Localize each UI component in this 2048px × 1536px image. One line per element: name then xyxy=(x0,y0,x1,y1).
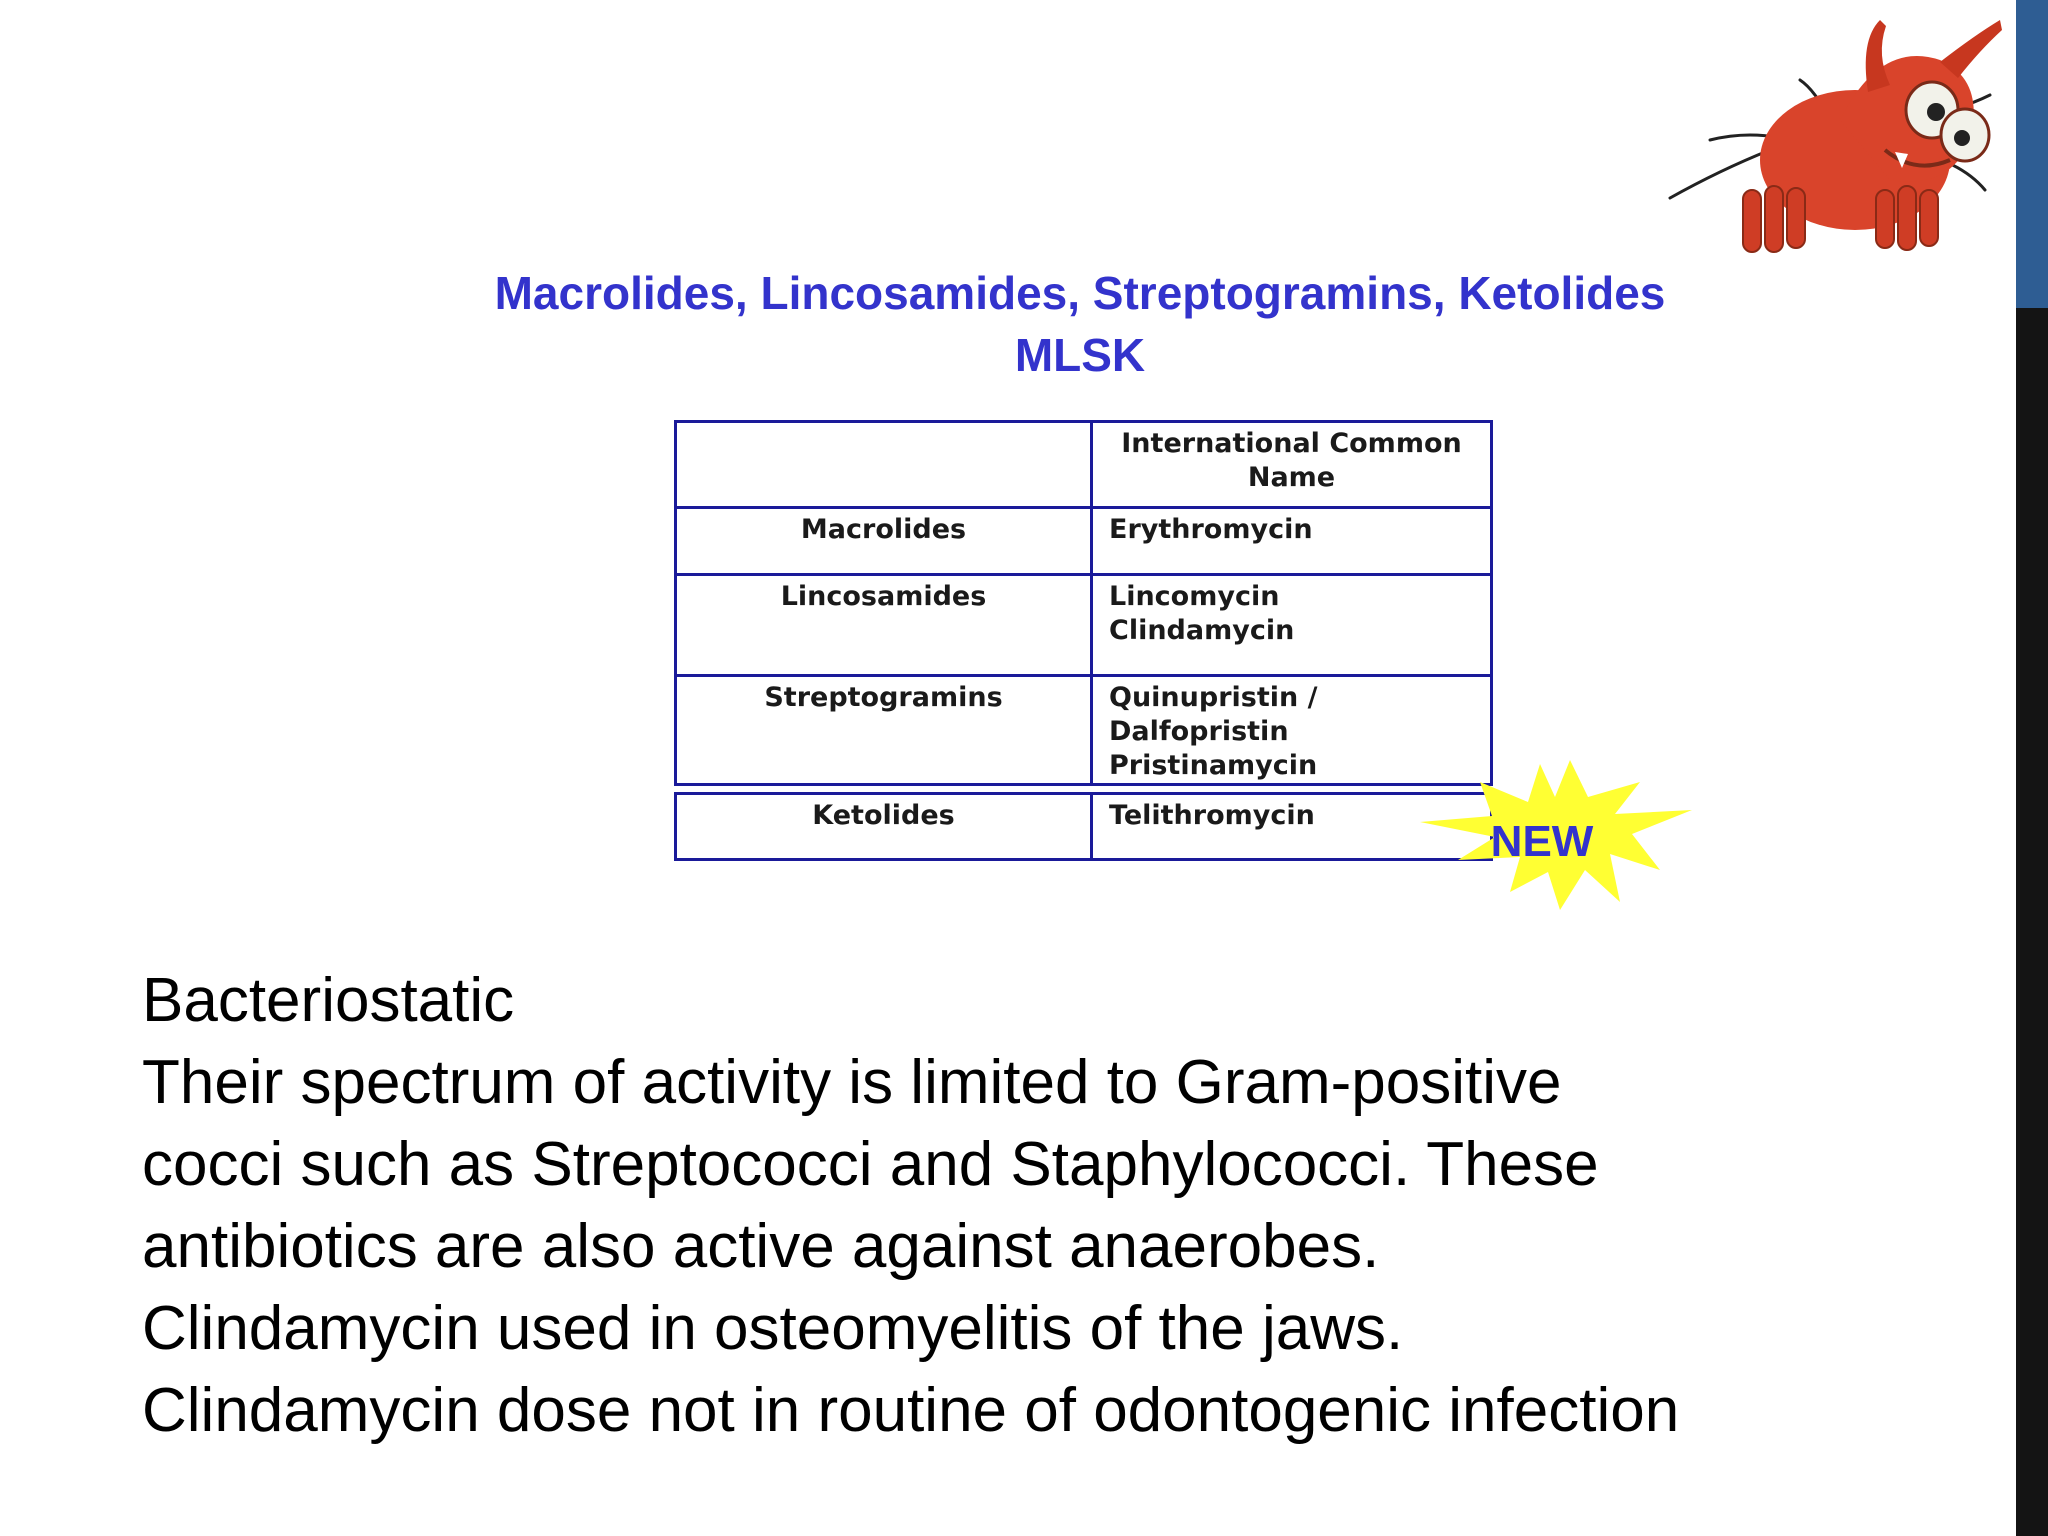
body-line: antibiotics are also active against anaerobes. xyxy=(142,1212,1380,1281)
body-line: Their spectrum of activity is limited to Gram-positive xyxy=(142,1048,1562,1117)
mlsk-table xyxy=(674,420,1493,786)
table-header-empty-cell xyxy=(676,422,1092,508)
starburst-icon xyxy=(1410,752,1700,917)
table-row xyxy=(676,575,1492,676)
title-line-2: MLSK xyxy=(1014,329,1146,381)
slide-right-edge-bar xyxy=(2016,0,2048,1536)
slide-body-text xyxy=(142,960,2002,1452)
names-cell-ketolides: Telithromycin xyxy=(1092,794,1492,860)
names-cell-macrolides xyxy=(1092,508,1492,575)
slide-title xyxy=(300,262,1860,386)
drug-name: Pristinamycin xyxy=(1109,750,1318,781)
class-cell-ketolides: Ketolides xyxy=(676,794,1092,860)
class-cell-lincosamides: Lincosamides xyxy=(676,575,1092,676)
table-row xyxy=(676,676,1492,785)
names-cell-lincosamides xyxy=(1092,575,1492,676)
drug-name: Erythromycin xyxy=(1109,514,1313,545)
ketolides-table xyxy=(674,792,1493,861)
drug-name: Clindamycin xyxy=(1109,615,1295,646)
table-header-row xyxy=(676,422,1492,508)
table-row xyxy=(676,794,1492,860)
slide-right-edge-accent xyxy=(2016,0,2048,308)
body-line: Bacteriostatic xyxy=(142,966,515,1035)
body-line: cocci such as Streptococci and Staphylococci. These xyxy=(142,1130,1599,1199)
table-header-inn: International Common Name xyxy=(1092,422,1492,508)
class-cell-streptogramins: Streptogramins xyxy=(676,676,1092,785)
table-row xyxy=(676,508,1492,575)
title-line-1: Macrolides, Lincosamides, Streptogramins, Ketolides xyxy=(494,267,1666,319)
drug-name: Lincomycin xyxy=(1109,581,1280,612)
class-cell-macrolides: Macrolides xyxy=(676,508,1092,575)
body-line: Clindamycin dose not in routine of odontogenic infection xyxy=(142,1376,1680,1445)
red-germ-monster-icon xyxy=(1640,0,2010,268)
new-badge-label: NEW xyxy=(1490,817,1594,866)
drug-name: Quinupristin / Dalfopristin xyxy=(1109,682,1318,747)
body-line: Clindamycin used in osteomyelitis of the jaws. xyxy=(142,1294,1404,1363)
